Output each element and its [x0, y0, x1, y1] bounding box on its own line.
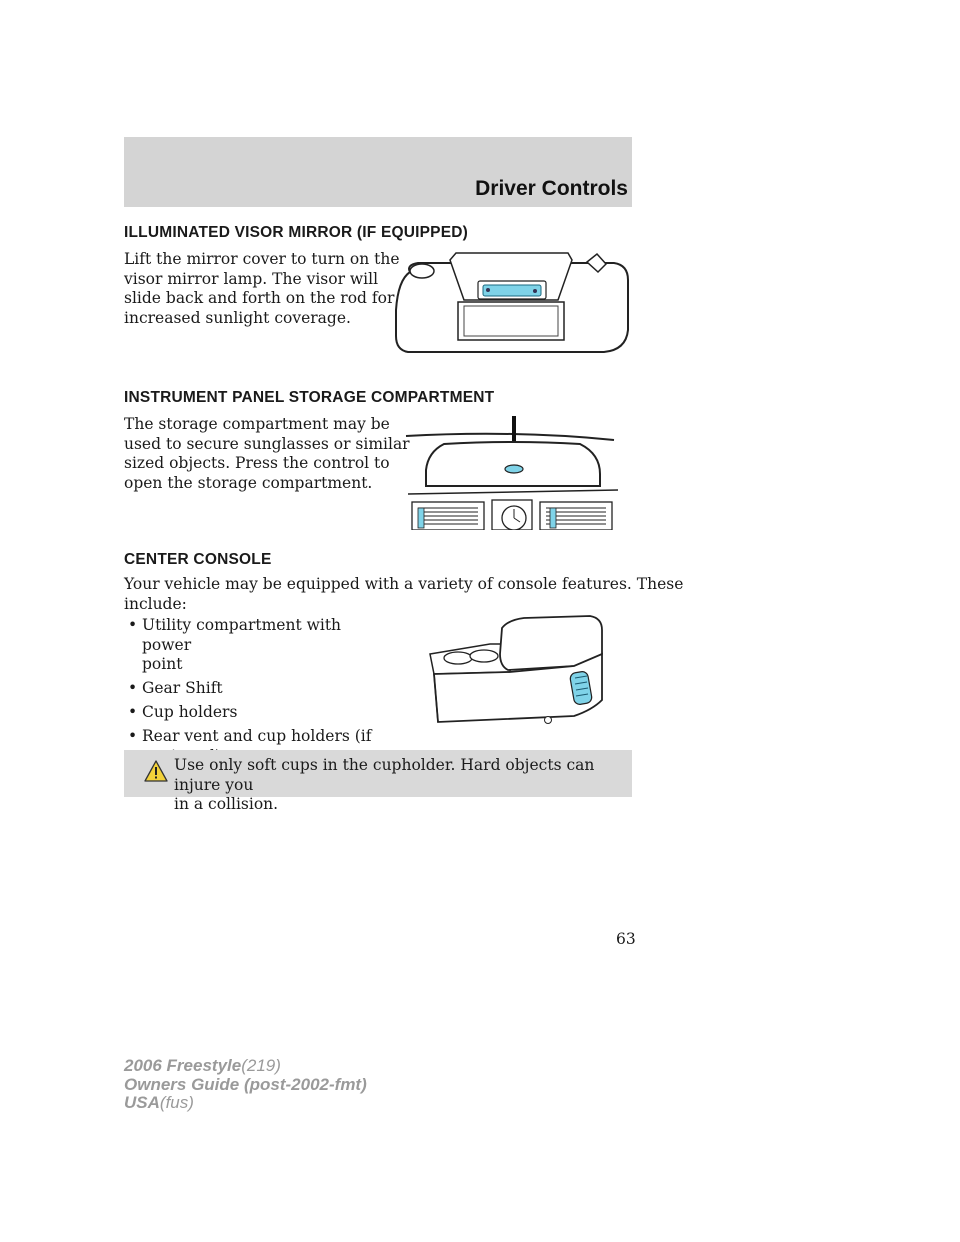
visor-heading: ILLUMINATED VISOR MIRROR (IF EQUIPPED): [124, 224, 469, 241]
console-intro: Your vehicle may be equipped with a variety of console features. These include:: [124, 575, 684, 613]
page-number: 63: [616, 930, 636, 948]
list-item: • Utility compartment with power point: [128, 616, 342, 673]
center-console-illustration: [424, 614, 606, 736]
header-bar: [124, 137, 632, 207]
storage-paragraph: The storage compartment may be used to secure sunglasses or similar sized objects. Press the control to open the storage compartment.: [124, 415, 410, 492]
storage-compartment-illustration: [404, 414, 626, 530]
storage-heading: INSTRUMENT PANEL STORAGE COMPARTMENT: [124, 389, 495, 406]
page-section-title: Driver Controls: [475, 177, 628, 200]
warning-triangle-icon: [144, 760, 168, 782]
console-features-list: [124, 616, 374, 771]
console-heading: CENTER CONSOLE: [124, 551, 272, 568]
list-item: • Gear Shift: [128, 679, 223, 697]
visor-paragraph: Lift the mirror cover to turn on the visor mirror lamp. The visor will slide back and forth on the rod for increased sunlight coverage.: [124, 250, 400, 327]
document-footer: 2006 Freestyle(219) Owners Guide (post-2002-fmt) USA(fus): [124, 1056, 367, 1112]
warning-box: [124, 750, 632, 813]
warning-text: Use only soft cups in the cupholder. Hard objects can injure you in a collision.: [174, 756, 595, 813]
list-item: • Rear vent and cup holders (if: [128, 727, 372, 745]
list-item: • Cup holders: [128, 703, 238, 721]
visor-mirror-illustration: [392, 250, 632, 358]
